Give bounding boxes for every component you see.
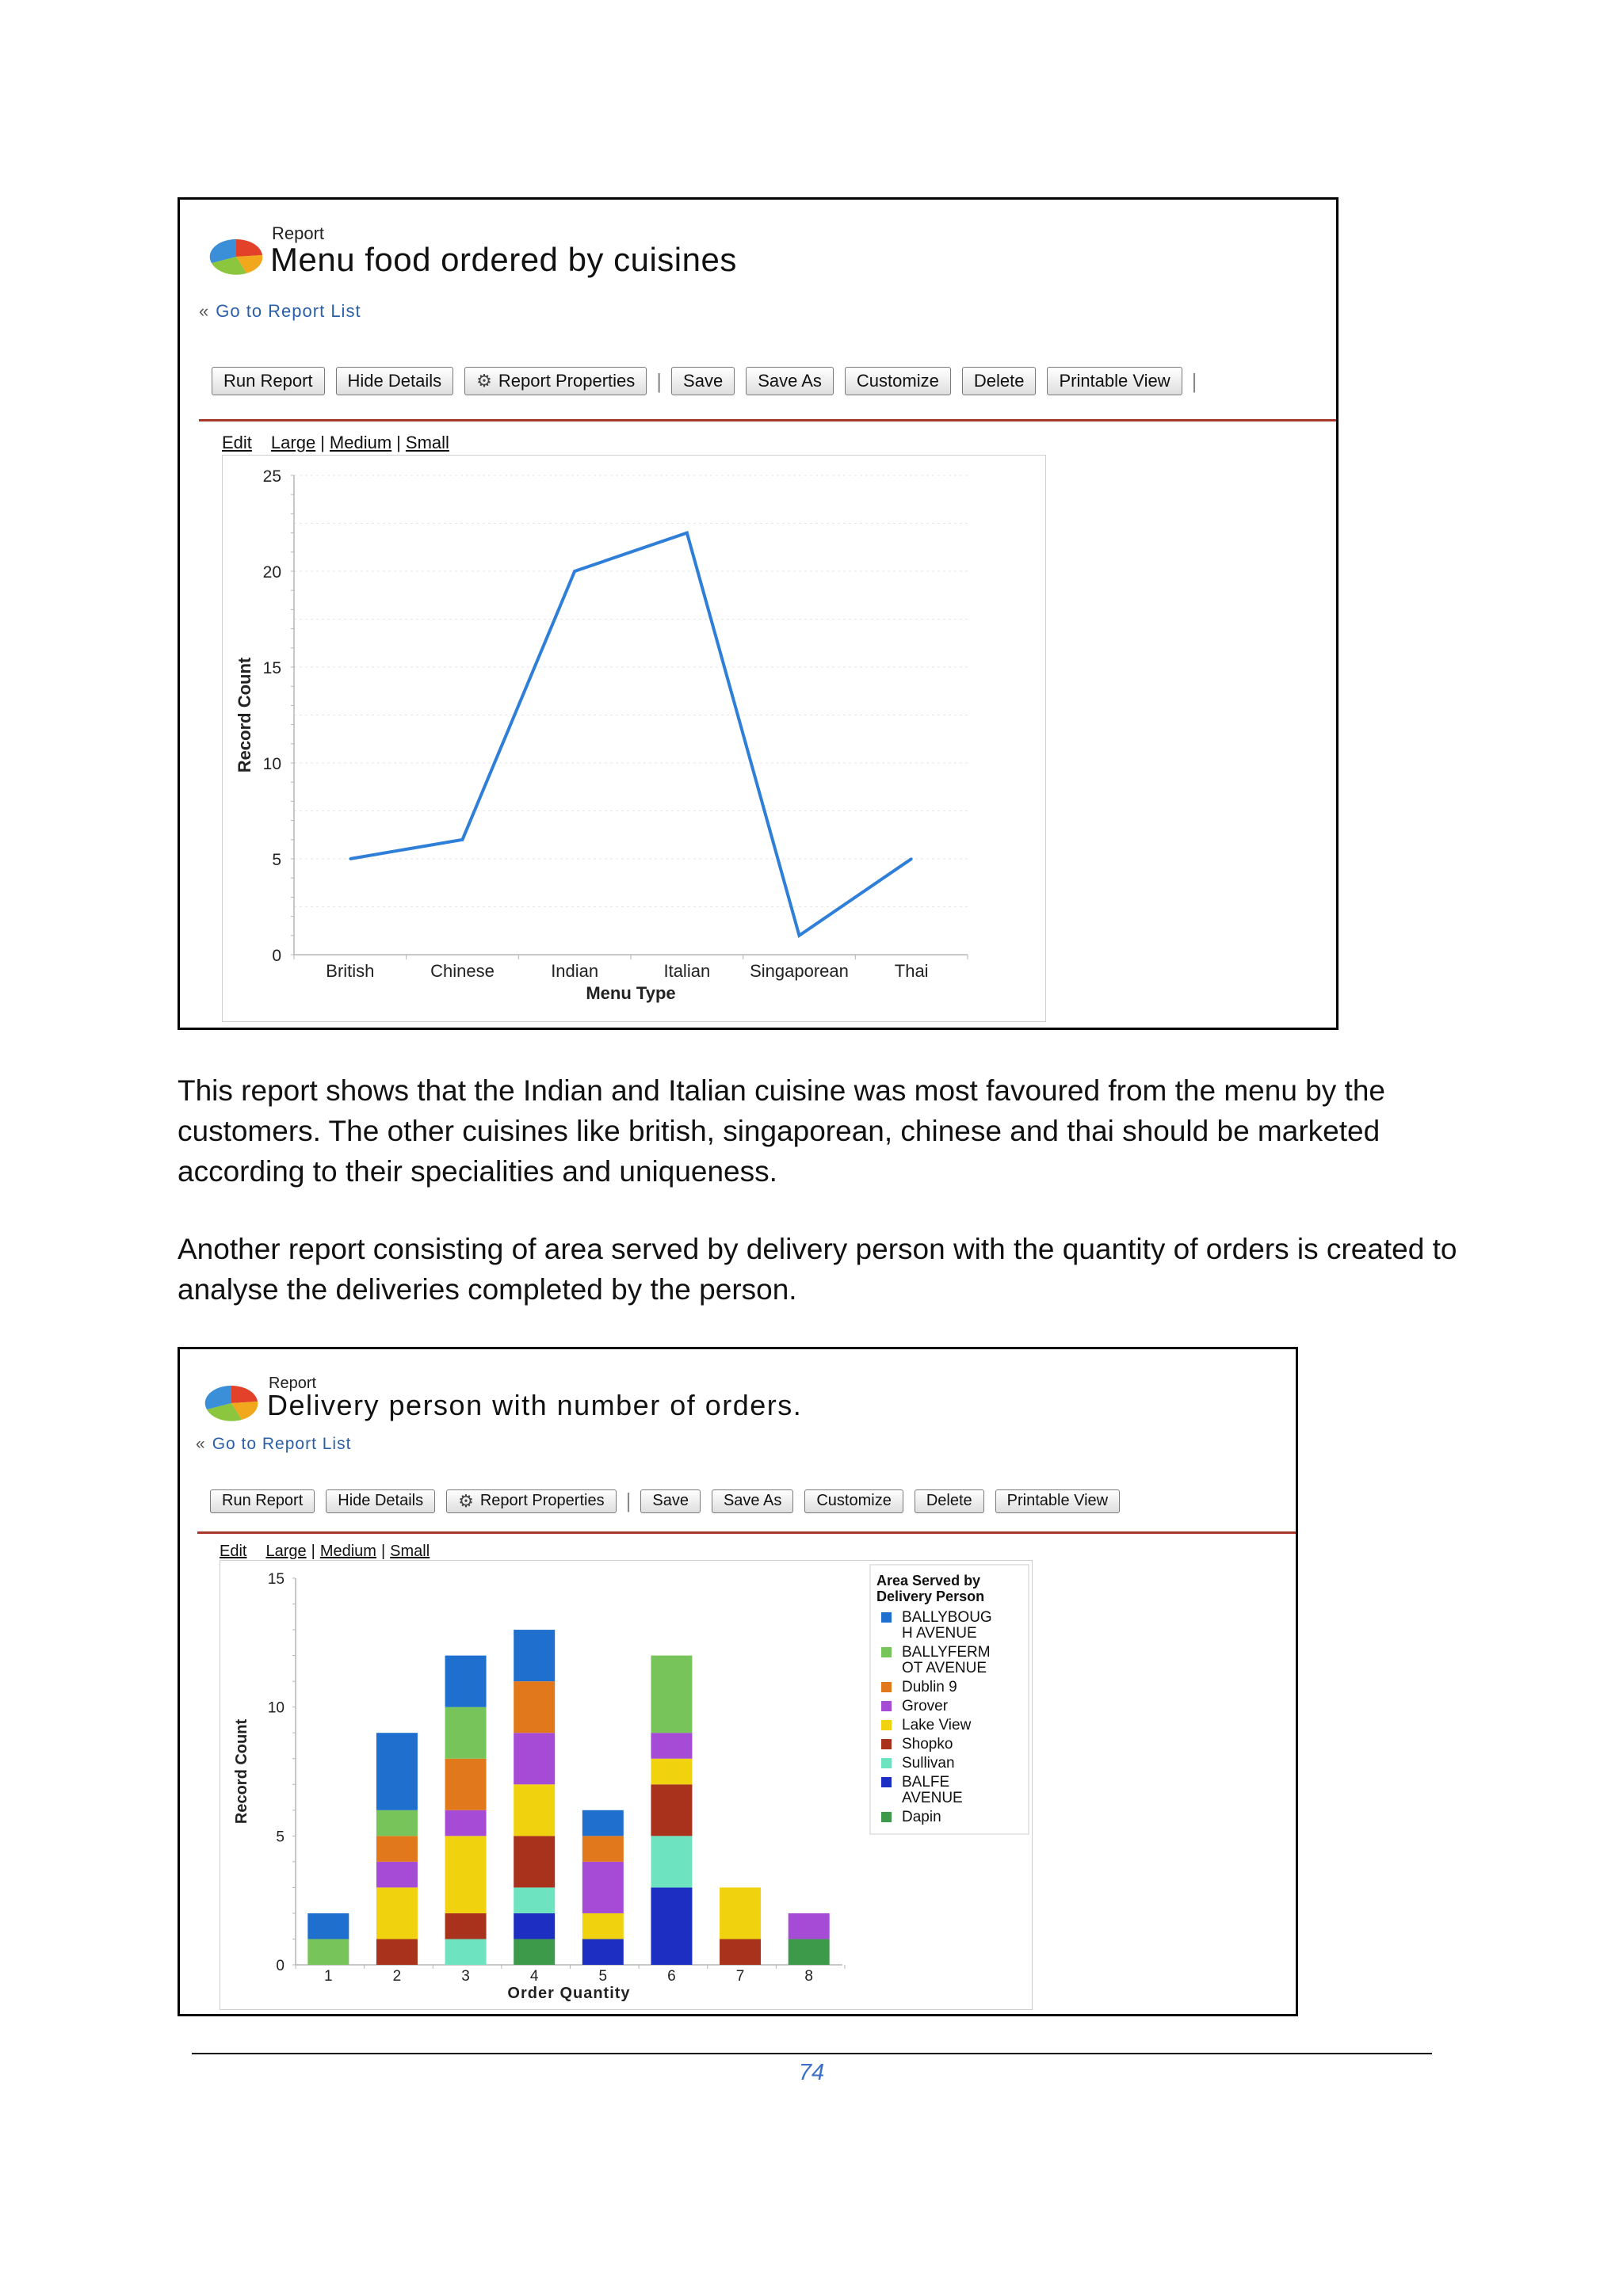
legend-label: Grover	[902, 1698, 949, 1714]
link-separator: |	[311, 1543, 315, 1560]
analysis-paragraph-1: This report shows that the Indian and Italian cuisine was most favoured from the menu by the customers. The other cuisines like british, singaporean, chinese and thai should be marketed according to their specialities and uniqueness.	[178, 1074, 1385, 1188]
bar-segment	[789, 1913, 830, 1939]
y-tick-label: 15	[262, 659, 281, 677]
toolbar-separator: |	[625, 1489, 632, 1512]
bar-segment	[307, 1939, 349, 1965]
bar-segment	[376, 1887, 418, 1939]
bar-segment	[307, 1913, 349, 1939]
data-point	[911, 858, 913, 860]
bar-segment	[376, 1836, 418, 1862]
bar-segment	[789, 1939, 830, 1965]
data-point	[574, 570, 576, 573]
x-tick-label: 7	[735, 1968, 745, 1985]
report-toolbar	[212, 367, 1206, 395]
chart-size-links	[220, 1543, 430, 1561]
y-tick-label: 10	[262, 755, 281, 773]
toolbar-separator: |	[1191, 368, 1197, 393]
bar-segment	[445, 1707, 487, 1759]
x-tick-label: 5	[598, 1968, 608, 1985]
chart-size-links	[222, 433, 449, 453]
bar-segment	[582, 1913, 624, 1939]
stacked-bar-chart-panel	[220, 1560, 1033, 2010]
legend-swatch	[881, 1647, 892, 1657]
data-point	[349, 858, 351, 860]
x-tick-label: 2	[392, 1968, 402, 1985]
legend-label: Sullivan	[902, 1755, 955, 1772]
y-axis-title: Record Count	[233, 1718, 250, 1825]
bar-segment	[445, 1836, 487, 1913]
bar-segment	[651, 1733, 692, 1759]
stacked-bar-chart	[220, 1561, 1033, 2011]
data-point	[798, 934, 800, 936]
x-tick-label: Thai	[894, 961, 929, 981]
hide-details-button[interactable]: Hide Details	[336, 367, 454, 395]
bar-segment	[514, 1681, 555, 1733]
x-tick-label: 3	[461, 1968, 470, 1985]
bar-segment	[582, 1810, 624, 1836]
x-tick-label: Indian	[551, 961, 599, 981]
edit-chart-link[interactable]: Edit	[222, 433, 252, 452]
bar-segment	[376, 1862, 418, 1888]
double-chevron-left-icon: «	[196, 1435, 206, 1453]
legend-swatch	[881, 1777, 892, 1787]
bar-segment	[376, 1939, 418, 1965]
legend-label: AVENUE	[902, 1790, 963, 1806]
size-large-link[interactable]: Large	[270, 433, 316, 452]
legend-label: BALFE	[902, 1774, 950, 1791]
y-tick-label: 15	[267, 1571, 285, 1588]
legend-label: OT AVENUE	[902, 1660, 987, 1676]
bar-segment	[582, 1939, 624, 1965]
gear-icon: ⚙	[476, 371, 492, 391]
bar-segment	[514, 1939, 555, 1965]
bar-segment	[514, 1836, 555, 1887]
report-properties-button[interactable]	[446, 1489, 616, 1513]
x-tick-label: Italian	[663, 961, 711, 981]
page-title: Menu food ordered by cuisines	[270, 241, 737, 278]
bar-segment	[651, 1784, 692, 1836]
legend-title: Delivery Person	[876, 1589, 985, 1604]
bar-segment	[514, 1733, 555, 1784]
legend-swatch	[881, 1812, 892, 1822]
report-crumb: Report	[269, 1375, 317, 1392]
legend-label: H AVENUE	[902, 1625, 977, 1642]
save-button[interactable]: Save	[640, 1489, 701, 1513]
y-tick-label: 5	[272, 851, 281, 869]
bar-segment	[582, 1862, 624, 1913]
bar-segment	[651, 1656, 692, 1733]
legend-title: Area Served by	[876, 1573, 981, 1589]
edit-chart-link[interactable]: Edit	[220, 1543, 247, 1560]
y-tick-label: 5	[276, 1829, 285, 1846]
y-axis-title: Record Count	[235, 657, 254, 773]
report-window-cuisines	[178, 197, 1338, 1030]
save-as-button[interactable]: Save As	[712, 1489, 793, 1513]
double-chevron-left-icon: «	[199, 301, 210, 321]
x-tick-label: Singaporean	[750, 961, 849, 981]
x-tick-label: Chinese	[430, 961, 495, 981]
legend-label: Shopko	[902, 1736, 953, 1753]
section-divider	[199, 419, 1338, 421]
back-link-label: Go to Report List	[216, 301, 361, 321]
report-pie-icon	[208, 233, 264, 277]
report-properties-label: Report Properties	[498, 371, 636, 391]
x-tick-label: 4	[529, 1968, 539, 1985]
legend-swatch	[881, 1739, 892, 1749]
report-properties-button[interactable]	[464, 367, 647, 395]
y-tick-label: 10	[267, 1699, 285, 1717]
series-line	[350, 533, 911, 936]
legend-swatch	[881, 1758, 892, 1768]
link-separator: |	[380, 1543, 386, 1560]
hide-details-button[interactable]: Hide Details	[326, 1489, 435, 1513]
report-pie-icon	[204, 1379, 259, 1424]
legend-swatch	[881, 1682, 892, 1692]
bar-segment	[651, 1759, 692, 1785]
save-as-button[interactable]: Save As	[746, 367, 834, 395]
run-report-button[interactable]: Run Report	[212, 367, 325, 395]
legend-swatch	[881, 1701, 892, 1711]
legend-label: Lake View	[902, 1717, 972, 1733]
data-point	[685, 532, 688, 534]
y-tick-label: 0	[272, 947, 281, 965]
bar-segment	[445, 1939, 487, 1965]
size-medium-link[interactable]: Medium	[319, 1543, 376, 1560]
back-link-label: Go to Report List	[212, 1435, 352, 1453]
legend-swatch	[881, 1612, 892, 1623]
report-properties-label: Report Properties	[479, 1492, 605, 1509]
footer-divider	[192, 2053, 1432, 2054]
bar-segment	[651, 1887, 692, 1965]
save-button[interactable]: Save	[671, 367, 735, 395]
toolbar-separator: |	[656, 368, 663, 393]
customize-button[interactable]: Customize	[804, 1489, 903, 1513]
y-tick-label: 20	[262, 563, 281, 582]
line-chart	[223, 456, 1047, 1023]
bar-segment	[582, 1836, 624, 1862]
gear-icon: ⚙	[458, 1490, 474, 1511]
section-divider	[197, 1531, 1298, 1534]
y-tick-label: 25	[262, 467, 281, 486]
run-report-button[interactable]: Run Report	[210, 1489, 315, 1513]
legend-label: BALLYBOUG	[902, 1609, 992, 1626]
analysis-paragraph-2: Another report consisting of area served by delivery person with the quantity of orders is created to analyse the deliveries completed by the person.	[178, 1233, 1457, 1306]
bar-segment	[445, 1656, 487, 1707]
legend-label: Dapin	[902, 1809, 941, 1825]
bar-segment	[720, 1887, 761, 1939]
back-to-report-list-link[interactable]	[196, 1435, 351, 1454]
bar-segment	[514, 1913, 555, 1939]
x-axis-title: Order Quantity	[507, 1985, 631, 2002]
bar-segment	[445, 1913, 487, 1939]
link-separator: |	[320, 433, 325, 452]
delete-button[interactable]: Delete	[962, 367, 1037, 395]
bar-segment	[514, 1887, 555, 1913]
report-crumb: Report	[272, 223, 325, 243]
delete-button[interactable]: Delete	[915, 1489, 984, 1513]
legend-label: BALLYFERM	[902, 1644, 991, 1661]
page-title: Delivery person with number of orders.	[267, 1389, 803, 1421]
bar-segment	[514, 1784, 555, 1836]
bar-segment	[514, 1630, 555, 1681]
size-large-link[interactable]: Large	[265, 1543, 307, 1560]
size-medium-link[interactable]: Medium	[329, 433, 392, 452]
line-chart-panel	[222, 455, 1046, 1022]
size-small-link[interactable]: Small	[405, 433, 449, 452]
y-tick-label: 0	[276, 1958, 285, 1974]
x-tick-label: British	[326, 961, 375, 981]
bar-segment	[445, 1759, 487, 1810]
printable-view-button[interactable]: Printable View	[1047, 367, 1182, 395]
bar-segment	[651, 1836, 692, 1887]
bar-segment	[720, 1939, 761, 1965]
link-separator: |	[396, 433, 401, 452]
report-window-delivery	[178, 1347, 1298, 2016]
x-axis-title: Menu Type	[586, 983, 676, 1003]
printable-view-button[interactable]: Printable View	[995, 1489, 1120, 1513]
customize-button[interactable]: Customize	[845, 367, 951, 395]
x-tick-label: 1	[324, 1968, 333, 1985]
bar-segment	[445, 1810, 487, 1836]
report-toolbar	[210, 1489, 1120, 1513]
bar-segment	[376, 1810, 418, 1836]
bar-segment	[376, 1733, 418, 1810]
legend-label: Dublin 9	[902, 1679, 957, 1695]
size-small-link[interactable]: Small	[390, 1543, 430, 1560]
data-point	[461, 838, 464, 841]
page-number: 74	[798, 2060, 825, 2085]
x-tick-label: 8	[804, 1968, 813, 1985]
legend-swatch	[881, 1720, 892, 1730]
x-tick-label: 6	[667, 1968, 676, 1985]
back-to-report-list-link[interactable]	[199, 301, 361, 322]
